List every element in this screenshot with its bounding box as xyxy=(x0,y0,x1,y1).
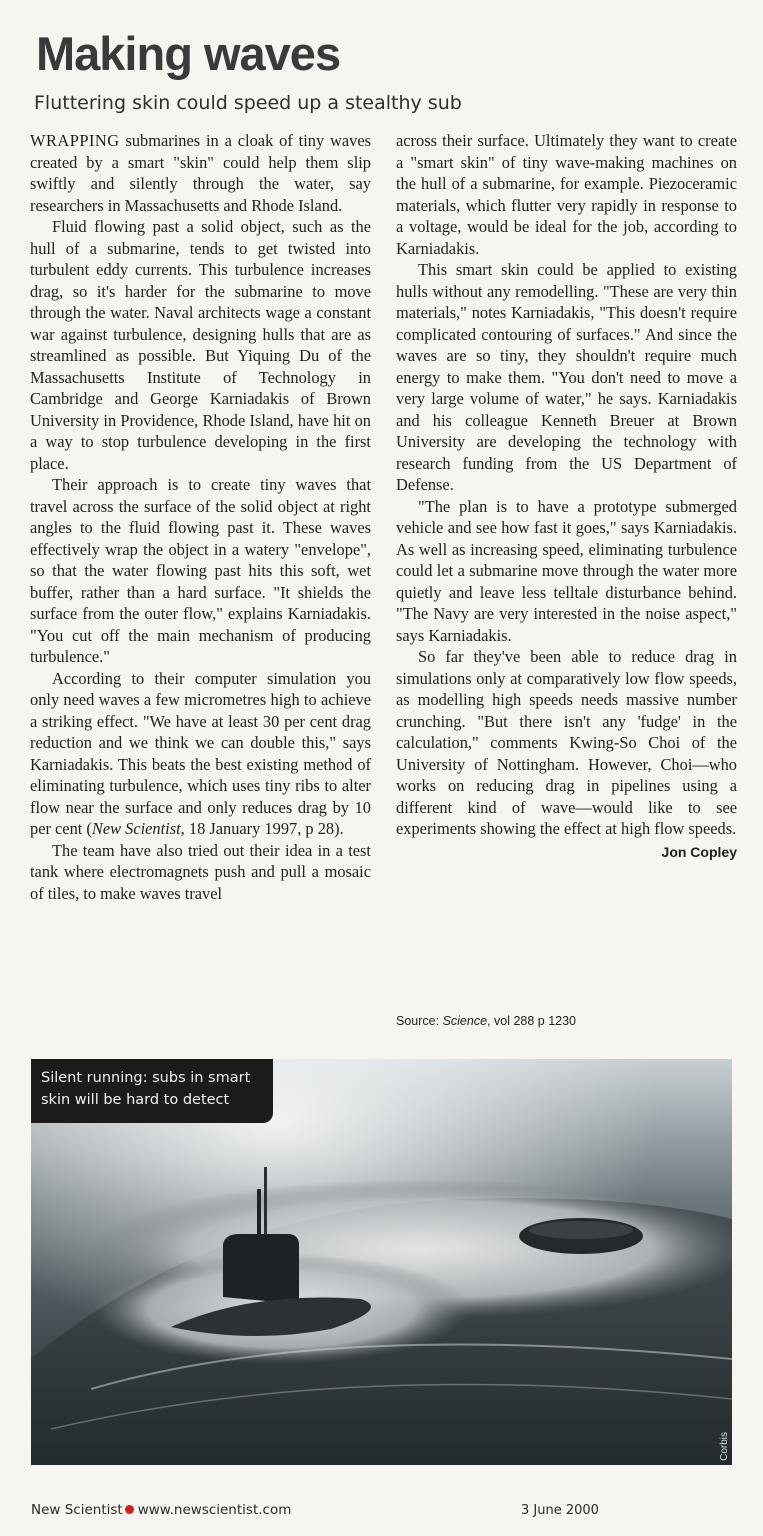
paragraph xyxy=(396,646,737,860)
paragraph xyxy=(30,668,371,840)
paragraph: "The plan is to have a prototype submerged vehicle and see how fast it goes," says Karniadakis. As well as increasing speed, eliminating turbulence could let a submarine move through the water more quietly and leave less telltale disturbance behind. "The Navy are very interested in the noise aspect," says Karniadakis. xyxy=(396,496,737,645)
photo-credit: Corbis xyxy=(719,1432,730,1461)
footer-url: www.newscientist.com xyxy=(137,1502,292,1518)
brand-dot-icon xyxy=(125,1505,134,1514)
footer-date: 3 June 2000 xyxy=(521,1503,599,1518)
source-journal: Science xyxy=(442,1014,488,1028)
caption-line-1: Silent running: subs in smart xyxy=(41,1070,251,1086)
footer-brand-name: New Scientist xyxy=(31,1502,123,1518)
paragraph: The team have also tried out their idea in a test tank where electromagnets push and pull a mosaic of tiles, to make waves travel xyxy=(30,840,371,903)
citation-title: New Scientist xyxy=(91,819,181,838)
article-standfirst: Fluttering skin could speed up a stealthy sub xyxy=(34,92,462,114)
paragraph: across their surface. Ultimately they want to create a "smart skin" of tiny wave-making machines on the hull of a submarine, for example. Piezoceramic materials, which flutter very rapidly in response to a voltage, would be ideal for the job, according to Karniadakis. xyxy=(396,131,737,258)
photo-caption xyxy=(31,1059,273,1123)
source-ref: , vol 288 p 1230 xyxy=(487,1014,577,1028)
source-citation xyxy=(396,1014,576,1028)
author-byline: Jon Copley xyxy=(661,843,737,860)
paragraph: Their approach is to create tiny waves that travel across the surface of the solid object at right angles to the fluid flowing past it. These waves effectively wrap the object in a watery "envelope", so that the water flowing past hits this soft, wet buffer, rather than a hard surface. "It shields the surface from the outer flow," explains Karniadakis. "You cut off the main mechanism of producing turbulence." xyxy=(30,475,371,666)
article-headline: Making waves xyxy=(36,27,341,80)
paragraph: This smart skin could be applied to existing hulls without any remodelling. "These are very thin materials," notes Karniadakis, "This doesn't require complicated contouring of surfaces." And since the waves are so tiny, they shouldn't require much energy to make them. "You don't need to move a very large volume of water," he says. Karniadakis and his colleague Kenneth Breuer at Brown University are developing the technology with research funding from the US Department of Defense. xyxy=(396,260,737,494)
paragraph-text: submarines in a cloak of tiny waves created by a smart "skin" could help them slip swiftly and silently through the water, say researchers in Massachusetts and Rhode Island. xyxy=(30,131,371,215)
source-label: Source: xyxy=(396,1014,443,1028)
paragraph-text: , 18 January 1997, p 28). xyxy=(180,819,344,838)
footer-brand xyxy=(31,1502,291,1518)
paragraph-text: So far they've been able to reduce drag in simulations only at comparatively low flow speeds, as modelling high speeds needs massive number crunching. "But there isn't any 'fudge' in the calculation," comments Kwing-So Choi of the University of Nottingham. However, Choi—who works on reducing drag in pipelines using a different kind of wave—would like to see experiments showing the effect at high flow speeds. xyxy=(396,647,737,838)
article-column-1 xyxy=(30,130,371,904)
caption-line-2: skin will be hard to detect xyxy=(41,1092,230,1108)
submarine-photo xyxy=(31,1059,732,1465)
paragraph xyxy=(30,130,371,216)
drop-lead: WRAPPING xyxy=(30,131,120,150)
paragraph: Fluid flowing past a solid object, such as the hull of a submarine, tends to get twisted into turbulent eddy currents. This turbulence increases drag, so it's harder for the submarine to move through the water. Naval architects wage a constant war against turbulence, designing hulls that are as streamlined as possible. But Yiquing Du of the Massachusetts Institute of Technology in Cambridge and George Karniadakis of Brown University in Providence, Rhode Island, have hit on a way to stop turbulence developing in the first place. xyxy=(30,217,371,473)
paragraph-text: According to their computer simulation you only need waves a few micrometres high to achieve a striking effect. "We have at least 30 per cent drag reduction and we think we can double this," says Karniadakis. This beats the best existing method of eliminating turbulence, which uses tiny ribs to alter flow near the surface and only reduces drag by 10 per cent ( xyxy=(30,668,371,838)
article-column-2 xyxy=(396,130,737,863)
